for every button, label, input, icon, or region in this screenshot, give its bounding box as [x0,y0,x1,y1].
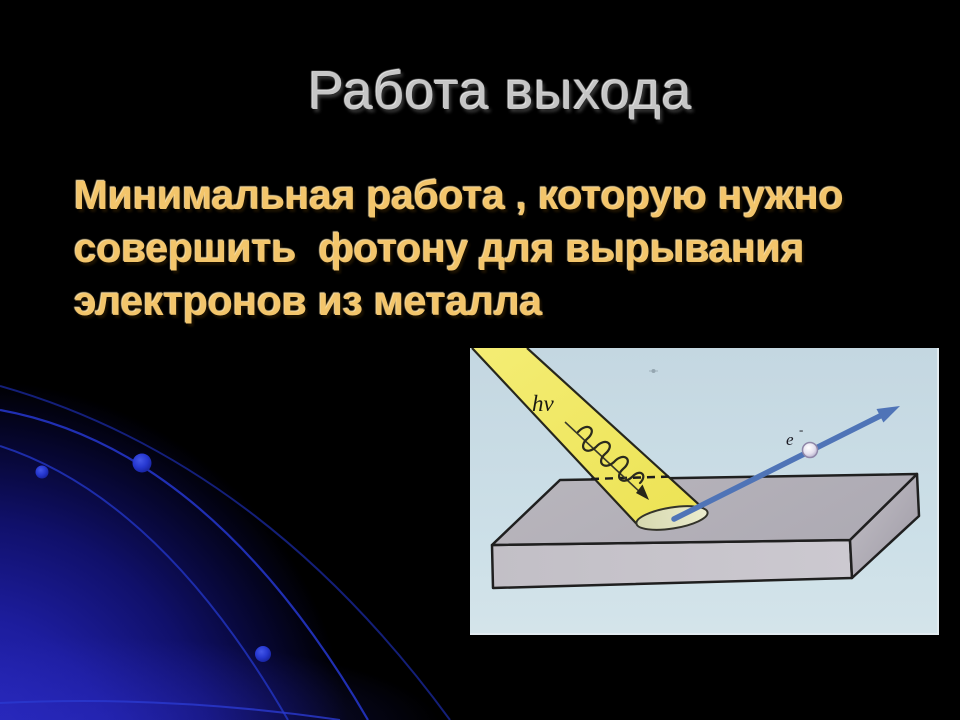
orbit-arc [0,386,450,720]
photoeffect-diagram [470,348,939,635]
slide-body-text [74,169,843,328]
electron-sphere [803,443,818,458]
orbit-dot [255,646,271,662]
slide-title: Работа выхода [308,61,692,121]
electron-charge-sign: - [799,422,804,437]
orbit-arc [0,446,288,720]
orbit-dot [133,454,152,473]
body-line-1: Минимальная работа , которую нужно [74,172,844,218]
orbit-arc [0,701,340,720]
body-line-3: электронов из металла [74,278,543,324]
orbit-dot [36,466,49,479]
electron-label: e [786,430,794,449]
orbit-arc [0,410,368,720]
body-line-2: совершить фотону для вырывания [74,225,805,271]
photon-energy-label: hν [532,391,554,416]
